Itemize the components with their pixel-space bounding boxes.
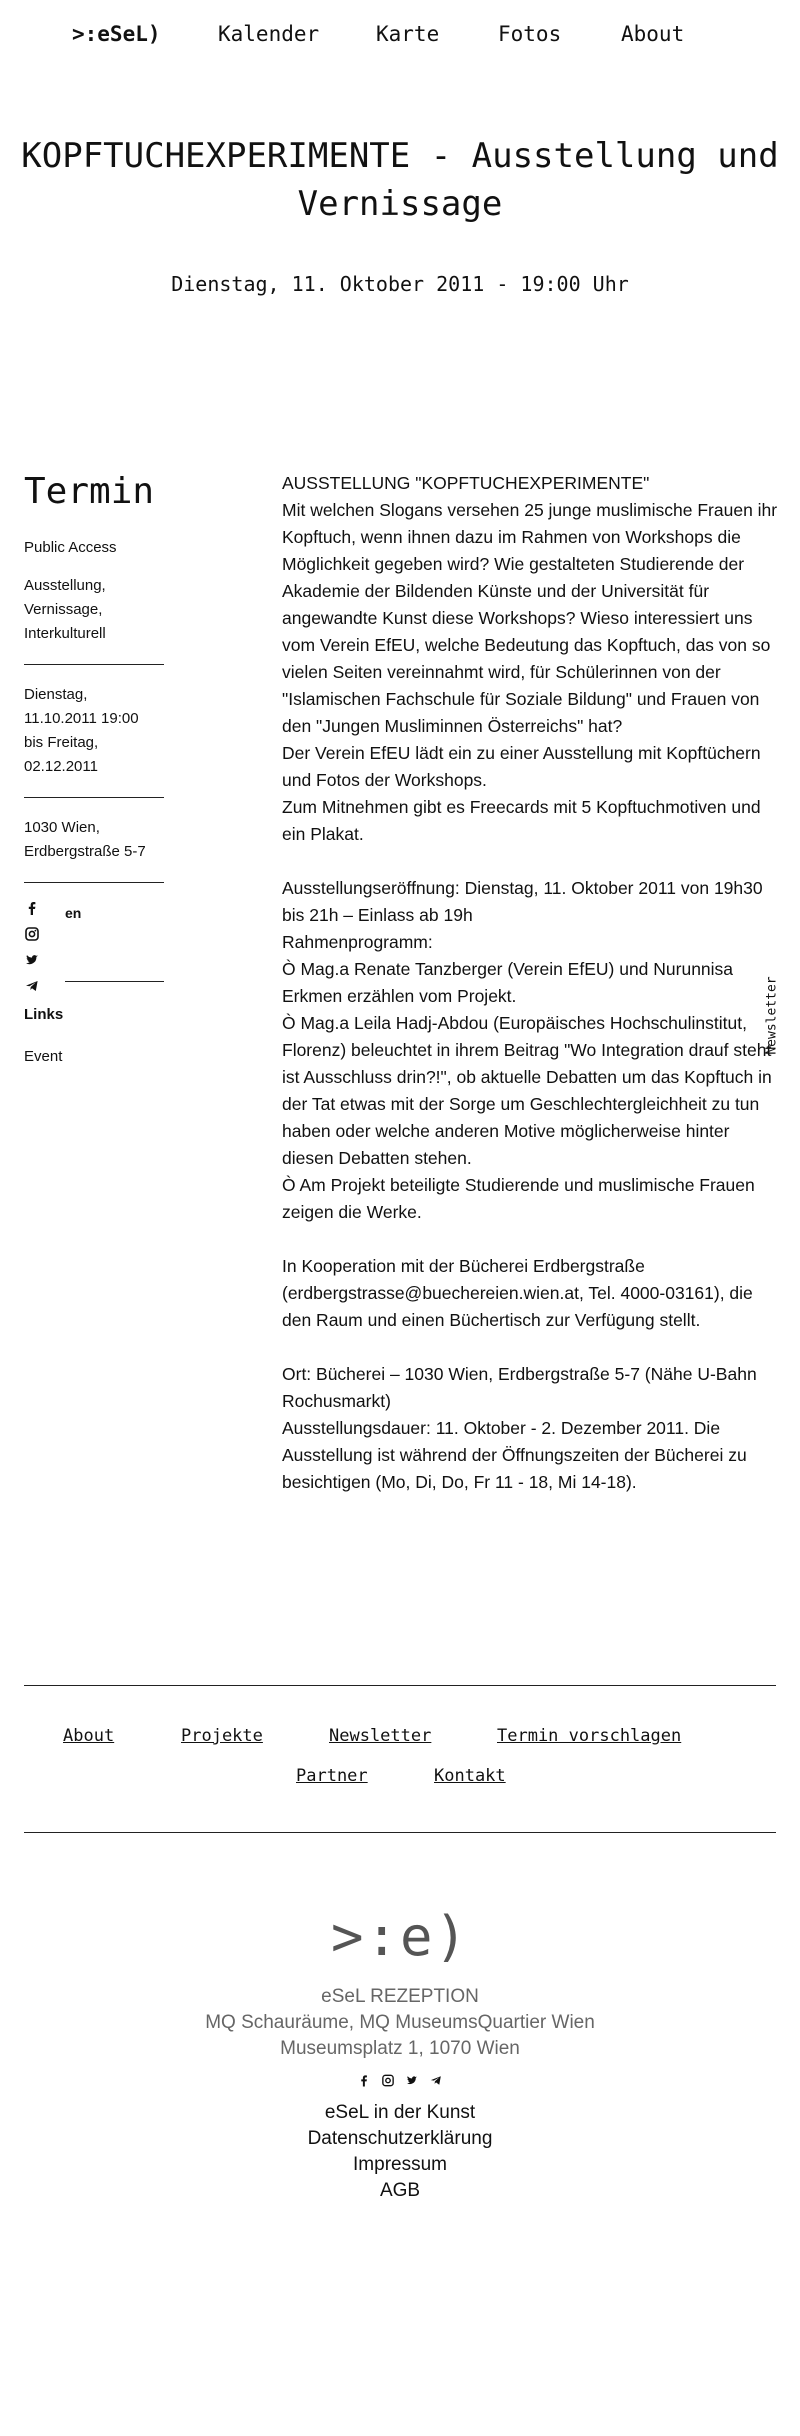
article-paragraph: Rahmenprogramm:: [282, 932, 433, 952]
category-list: [24, 574, 164, 646]
divider: [24, 1832, 776, 1833]
nav-item-about[interactable]: About: [621, 22, 685, 46]
footer-link-newsletter[interactable]: Newsletter: [329, 1726, 432, 1746]
divider: [24, 797, 164, 798]
divider: [24, 664, 164, 665]
event-title: KOPFTUCHEXPERIMENTE - Ausstellung und Vernissage: [21, 136, 779, 224]
sidebar-heading: Termin: [24, 471, 155, 512]
footer-link-projekte[interactable]: Projekte: [181, 1726, 263, 1746]
divider: [65, 981, 164, 982]
reception-location: MQ Schauräume, MQ MuseumsQuartier Wien: [205, 2012, 595, 2033]
link-agb[interactable]: AGB: [379, 2180, 421, 2201]
reception-name: eSeL REZEPTION: [321, 1986, 479, 2007]
instagram-icon[interactable]: [382, 2074, 394, 2091]
date-line: 11.10.2011 19:00: [24, 710, 139, 727]
event-sidebar: [24, 470, 164, 1083]
divider: [24, 882, 164, 883]
newsletter-tab[interactable]: [760, 978, 780, 1058]
article-paragraph: Ort: Bücherei – 1030 Wien, Erdbergstraße 5-7 (Nähe U-Bahn Rochusmarkt): [282, 1364, 757, 1411]
twitter-icon[interactable]: [406, 2074, 418, 2091]
address-line: Erdbergstraße 5-7: [24, 843, 146, 860]
footer-link-about[interactable]: About: [63, 1726, 115, 1746]
date-range: [24, 683, 164, 779]
date-line: bis Freitag,: [24, 734, 99, 751]
access-label: Public Access: [24, 539, 117, 556]
footer-link-termin-vorschlagen[interactable]: Termin vorschlagen: [497, 1726, 682, 1746]
link-esel-in-der-kunst[interactable]: eSeL in der Kunst: [324, 2102, 476, 2123]
newsletter-tab-label: Newsletter: [764, 976, 780, 1055]
article-paragraph: Ò Mag.a Renate Tanzberger (Verein EfEU) und Nurunnisa Erkmen erzählen vom Projekt.: [282, 959, 734, 1006]
facebook-icon[interactable]: [358, 2074, 370, 2091]
site-logo[interactable]: >:eSeL): [72, 22, 161, 46]
article-paragraph: Mit welchen Slogans versehen 25 junge muslimische Frauen ihr Kopftuch, wenn ihnen dazu im Rahmen von Workshops die Möglichkeit gegeben wird? Wie gestalteten Studierende der Akademie der Bildenden Künste und der Universität für angewandte Kunst diese Workshops? Wieso interessiert uns vom Verein EfEU, welche Bedeutung das Kopftuch, das von so vielen Seiten vereinnahmt wird, für Schülerinnen von der "Islamischen Fachschule für Soziale Bildung" und Frauen von den "Jungen Musliminnen Österreichs" hat?: [282, 500, 778, 736]
spacer: [282, 1226, 782, 1253]
footer-link-kontakt[interactable]: Kontakt: [434, 1766, 506, 1786]
article-paragraph: Ò Mag.a Leila Hadj-Abdou (Europäisches Hochschulinstitut, Florenz) beleuchtet in ihrem Beitrag "Wo Integration drauf steht ist Ausschluss drin?!", ob aktuelle Debatten um das Kopftuch in der Tat etwas mit der Sorge um Geschlechtergleichheit zu tun haben oder welche anderen Motive möglicherweise hinter diesen Debatten stehen.: [282, 1013, 772, 1168]
article-paragraph: Ò Am Projekt beteiligte Studierende und muslimische Frauen zeigen die Werke.: [282, 1175, 755, 1222]
share-icons: [24, 901, 164, 997]
language-switch[interactable]: en: [65, 905, 82, 921]
category-item[interactable]: Ausstellung,: [24, 577, 106, 594]
footer-bottom-links: [0, 2100, 800, 2204]
telegram-icon[interactable]: [430, 2074, 442, 2091]
venue-address: [24, 816, 164, 864]
article-paragraph: Der Verein EfEU lädt ein zu einer Ausstellung mit Kopftüchern und Fotos der Workshops.: [282, 743, 761, 790]
nav-item-kalender[interactable]: Kalender: [218, 22, 320, 46]
category-item[interactable]: Vernissage,: [24, 601, 103, 618]
article-paragraph: In Kooperation mit der Bücherei Erdbergstraße (erdbergstrasse@buechereien.wien.at, Tel. 4000-03161), die den Raum und einen Büchertisch zur Verfügung stellt.: [282, 1256, 753, 1330]
link-datenschutz[interactable]: Datenschutzerklärung: [307, 2128, 493, 2149]
reception-street: Museumsplatz 1, 1070 Wien: [280, 2038, 520, 2059]
facebook-icon[interactable]: [24, 901, 40, 917]
link-impressum[interactable]: Impressum: [353, 2154, 447, 2175]
spacer: [282, 1334, 782, 1361]
nav-item-fotos[interactable]: Fotos: [498, 22, 562, 46]
links-heading: Links: [24, 1006, 64, 1023]
date-line: 02.12.2011: [24, 758, 98, 775]
article-paragraph: Ausstellungseröffnung: Dienstag, 11. Oktober 2011 von 19h30 bis 21h – Einlass ab 19h: [282, 878, 763, 925]
category-item[interactable]: Interkulturell: [24, 625, 106, 642]
nav-item-karte[interactable]: Karte: [376, 22, 440, 46]
address-line: 1030 Wien,: [24, 819, 100, 836]
event-date: Dienstag, 11. Oktober 2011 - 19:00 Uhr: [171, 272, 629, 296]
footer-social-icons: [0, 2074, 800, 2091]
reception-address: [0, 1984, 800, 2062]
date-line: Dienstag,: [24, 686, 88, 703]
divider: [24, 1685, 776, 1686]
article-paragraph: Zum Mitnehmen gibt es Freecards mit 5 Kopftuchmotiven und ein Plakat.: [282, 797, 761, 844]
telegram-icon[interactable]: [24, 979, 40, 995]
article-headline: AUSSTELLUNG "KOPFTUCHEXPERIMENTE": [282, 473, 650, 493]
link-event[interactable]: Event: [24, 1048, 63, 1065]
footer-logo[interactable]: >:e): [330, 1905, 470, 1968]
footer-link-partner[interactable]: Partner: [296, 1766, 368, 1786]
spacer: [282, 848, 782, 875]
event-description: [282, 470, 782, 1496]
instagram-icon[interactable]: [24, 927, 40, 943]
article-paragraph: Ausstellungsdauer: 11. Oktober - 2. Dezember 2011. Die Ausstellung ist während der Öffnungszeiten der Bücherei zu besichtigen (Mo, Di, Do, Fr 11 - 18, Mi 14-18).: [282, 1418, 747, 1492]
top-nav: [0, 22, 800, 54]
twitter-icon[interactable]: [24, 953, 40, 969]
